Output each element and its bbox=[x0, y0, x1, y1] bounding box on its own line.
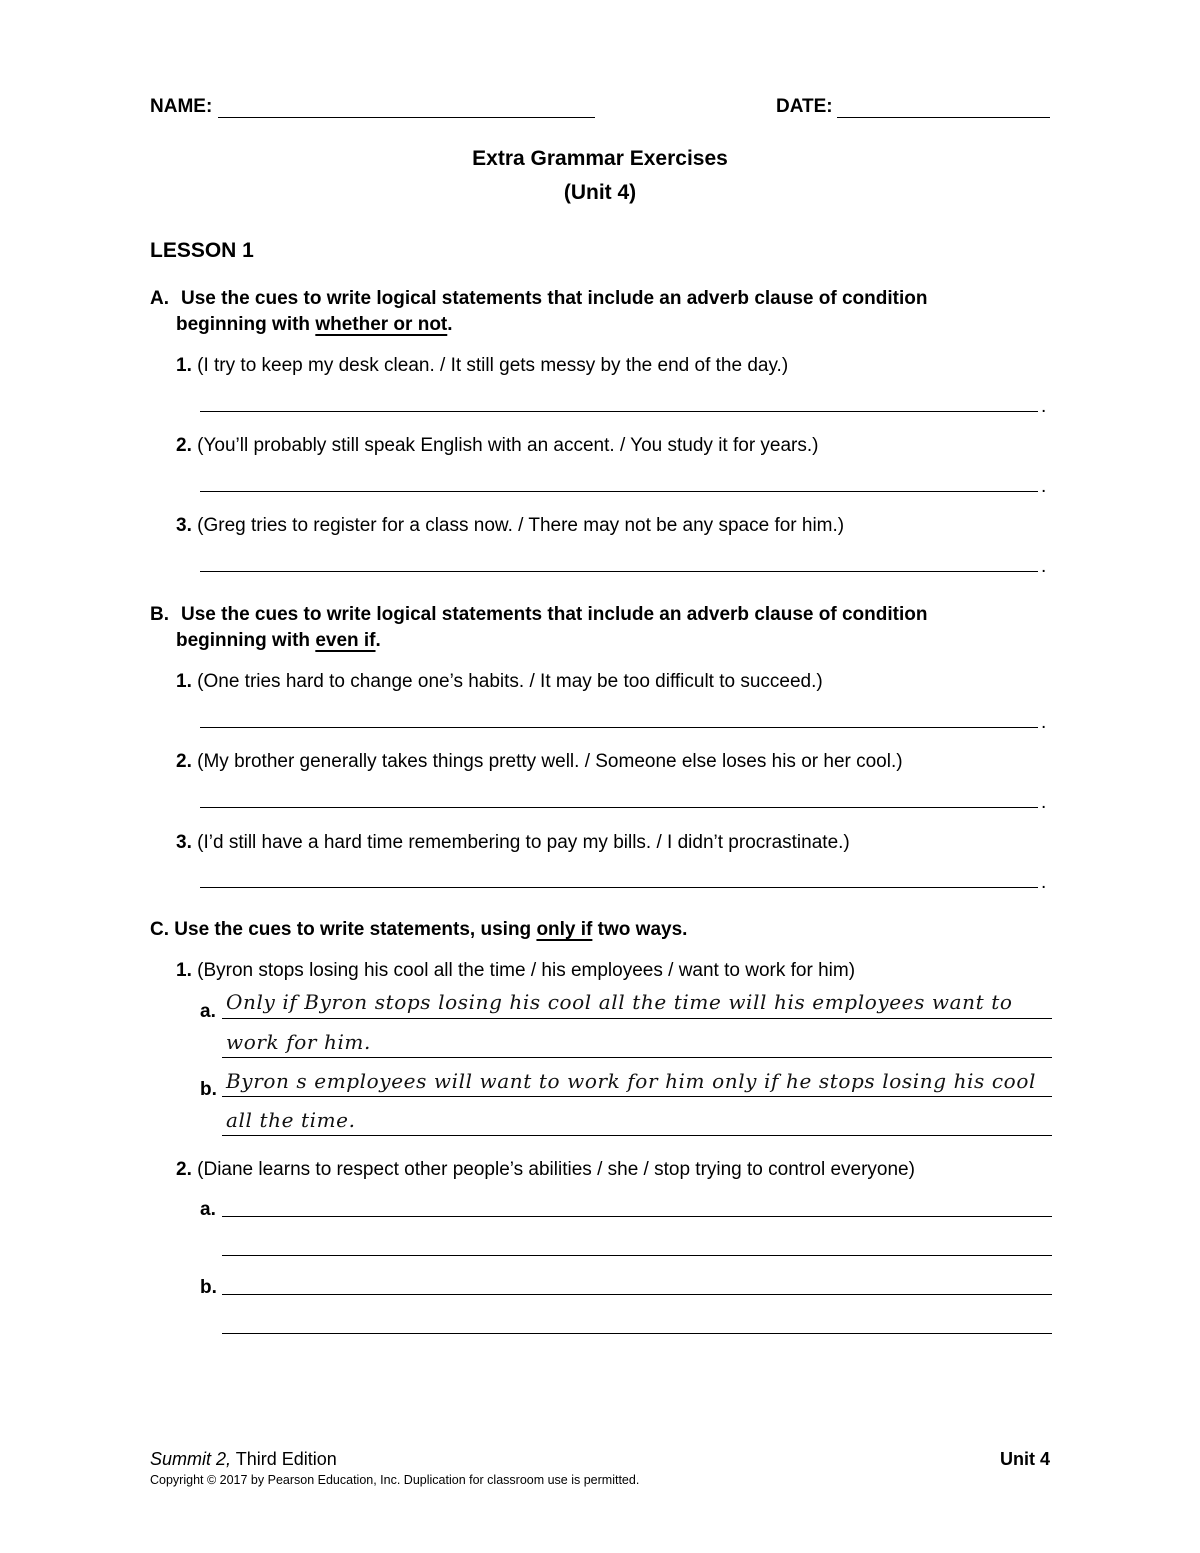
page-title: Extra Grammar Exercises bbox=[472, 147, 728, 170]
answer-line[interactable] bbox=[200, 727, 1038, 728]
keyword-whether-or-not: whether or not bbox=[315, 314, 448, 335]
section-c-instruction: C. Use the cues to write statements, using only if two ways. bbox=[150, 919, 688, 940]
section-a-letter: A. bbox=[150, 288, 169, 309]
question-item: 1. (Byron stops losing his cool all the time / his employees / want to work for him) bbox=[176, 960, 856, 981]
answer-line[interactable] bbox=[222, 1057, 1052, 1058]
handwritten-answer: work for him. bbox=[226, 1030, 371, 1054]
answer-line[interactable] bbox=[200, 491, 1038, 492]
section-b-instruction-cont: beginning with even if. bbox=[176, 630, 381, 651]
question-item: 2. (You’ll probably still speak English with an accent. / You study it for years.) bbox=[176, 435, 819, 456]
section-a-instruction: Use the cues to write logical statements that include an adverb clause of condition bbox=[181, 288, 928, 309]
answer-line[interactable] bbox=[222, 1018, 1052, 1019]
keyword-only-if: only if bbox=[536, 919, 593, 940]
keyword-even-if: even if bbox=[315, 630, 376, 651]
name-label: NAME: bbox=[150, 96, 213, 117]
section-a-instruction-cont: beginning with whether or not. bbox=[176, 314, 453, 335]
section-b-letter: B. bbox=[150, 604, 169, 625]
answer-line[interactable] bbox=[200, 807, 1038, 808]
answer-a-label: a. bbox=[200, 1199, 216, 1220]
footer-unit: Unit 4 bbox=[999, 1449, 1050, 1469]
answer-a-label: a. bbox=[200, 1001, 216, 1022]
answer-line[interactable] bbox=[222, 1255, 1052, 1256]
name-field[interactable] bbox=[218, 117, 595, 118]
handwritten-answer: all the time. bbox=[226, 1108, 356, 1132]
answer-line[interactable] bbox=[222, 1294, 1052, 1295]
question-item: 1. (One tries hard to change one’s habits. / It may be too difficult to succeed.) bbox=[176, 671, 823, 692]
footer-copyright: Copyright © 2017 by Pearson Education, Inc. Duplication for classroom use is permitted. bbox=[150, 1473, 640, 1487]
answer-line[interactable] bbox=[200, 411, 1038, 412]
lesson-heading: LESSON 1 bbox=[150, 239, 254, 262]
answer-line[interactable] bbox=[222, 1216, 1052, 1217]
answer-period: . bbox=[1041, 396, 1047, 417]
answer-period: . bbox=[1041, 872, 1047, 893]
answer-line[interactable] bbox=[200, 887, 1038, 888]
question-item: 2. (My brother generally takes things pretty well. / Someone else loses his or her cool.) bbox=[176, 751, 903, 772]
answer-line[interactable] bbox=[222, 1135, 1052, 1136]
question-item: 3. (I’d still have a hard time remembering to pay my bills. / I didn’t procrastinate.) bbox=[176, 832, 850, 853]
answer-line[interactable] bbox=[222, 1096, 1052, 1097]
date-label: DATE: bbox=[776, 96, 833, 117]
handwritten-answer: Only if Byron stops losing his cool all the time will his employees want to bbox=[226, 990, 1013, 1014]
page-subtitle: (Unit 4) bbox=[563, 181, 637, 204]
question-item: 2. (Diane learns to respect other people’s abilities / she / stop trying to control everyone) bbox=[176, 1159, 915, 1180]
answer-period: . bbox=[1041, 556, 1047, 577]
answer-b-label: b. bbox=[200, 1079, 217, 1100]
answer-period: . bbox=[1041, 792, 1047, 813]
answer-line[interactable] bbox=[222, 1333, 1052, 1334]
date-field[interactable] bbox=[837, 117, 1050, 118]
footer-book-title: Summit 2, Third Edition bbox=[150, 1449, 337, 1469]
question-item: 1. (I try to keep my desk clean. / It still gets messy by the end of the day.) bbox=[176, 355, 789, 376]
answer-b-label: b. bbox=[200, 1277, 217, 1298]
answer-period: . bbox=[1041, 476, 1047, 497]
answer-period: . bbox=[1041, 712, 1047, 733]
handwritten-answer: Byron s employees will want to work for him only if he stops losing his cool bbox=[226, 1069, 1036, 1093]
answer-line[interactable] bbox=[200, 571, 1038, 572]
section-b-instruction: Use the cues to write logical statements that include an adverb clause of condition bbox=[181, 604, 928, 625]
question-item: 3. (Greg tries to register for a class now. / There may not be any space for him.) bbox=[176, 515, 845, 536]
